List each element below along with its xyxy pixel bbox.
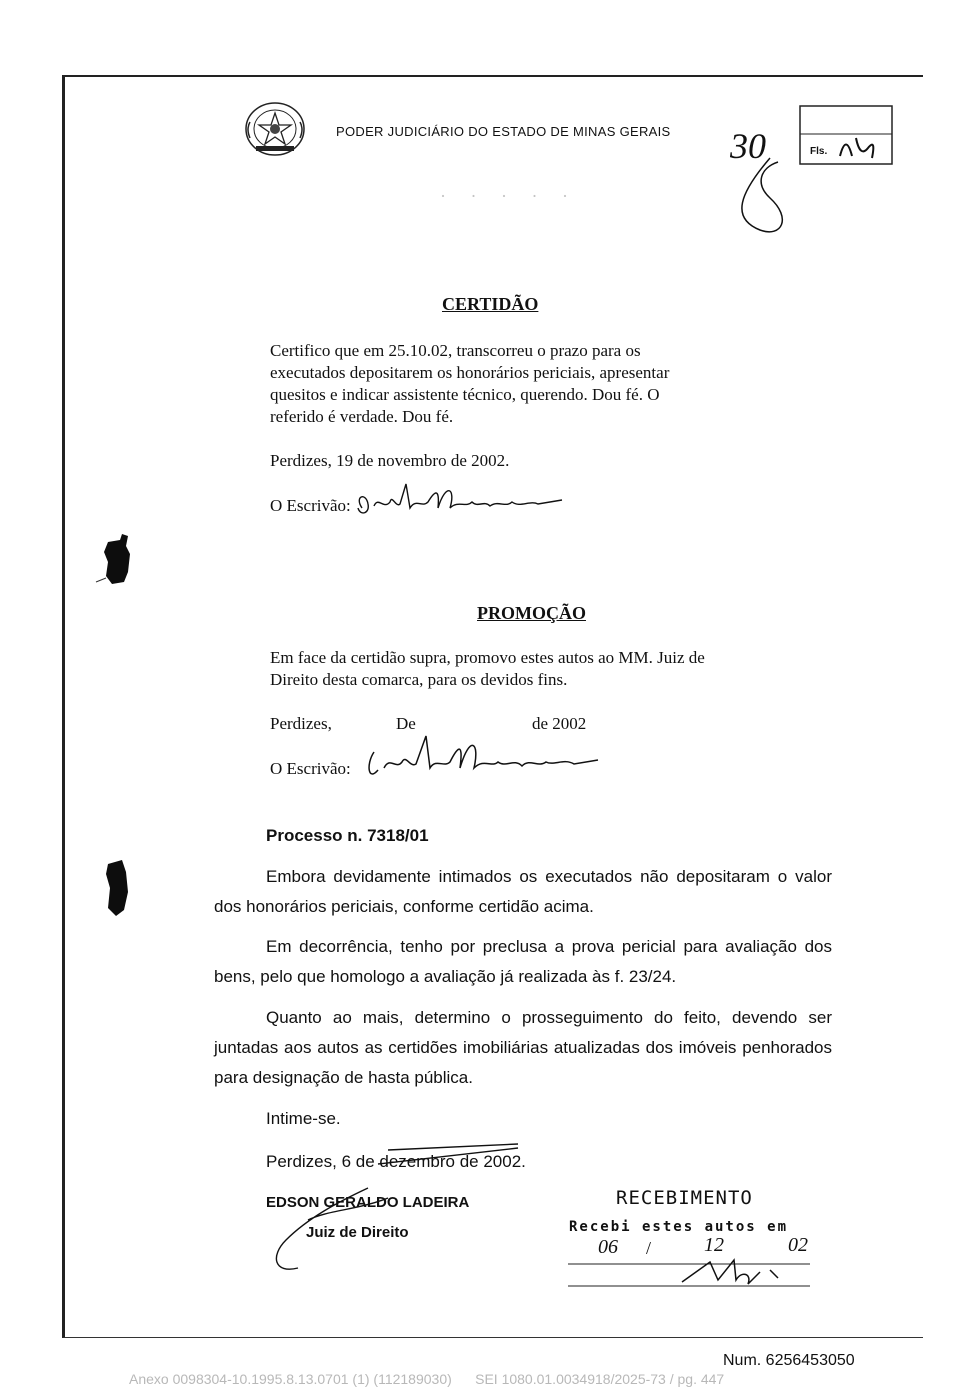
certidao-body <box>270 340 669 428</box>
document-number: Num. 6256453050 <box>723 1352 855 1369</box>
promocao-year: de 2002 <box>532 714 587 733</box>
recebimento-day: 06 <box>598 1236 618 1258</box>
promocao-body <box>270 647 705 691</box>
promocao-clerk-label: O Escrivão: <box>270 759 351 778</box>
process-number: Processo n. 7318/01 <box>266 826 429 845</box>
promocao-title: PROMOÇÃO <box>477 603 586 623</box>
stamp-page-number: 30 <box>730 126 766 166</box>
certidao-line: Certifico que em 25.10.02, transcorreu o prazo para os <box>270 341 641 360</box>
decision-paragraph-3: Quanto ao mais, determino o prosseguimento do feito, devendo ser juntadas aos autos as certidões imobiliárias atualizadas dos imóveis penhorados para designação de hasta pública. <box>214 1008 832 1087</box>
promocao-line: Em face da certidão supra, promovo estes autos ao MM. Juiz de <box>270 648 705 667</box>
decision-paragraph-1: Embora devidamente intimados os executados não depositaram o valor dos honorários periciais, conforme certidão acima. <box>214 867 832 916</box>
promocao-place: Perdizes, <box>270 714 332 733</box>
stamp-label: Fls. <box>810 146 828 157</box>
judge-signature <box>268 1140 538 1285</box>
promocao-line: Direito desta comarca, para os devidos fins. <box>270 670 568 689</box>
decision-paragraph-2: Em decorrência, tenho por preclusa a prova pericial para avaliação dos bens, pelo que homologo a avaliação já realizada às f. 23/24. <box>214 937 832 986</box>
certidao-line: referido é verdade. Dou fé. <box>270 407 454 426</box>
footer-text: Anexo 0098304-10.1995.8.13.0701 (1) (112189030) SEI 1080.01.0034918/2025-73 / pg. 447 <box>129 1371 725 1387</box>
ink-blot <box>92 522 142 592</box>
coat-of-arms-icon <box>244 100 306 158</box>
promocao-de: De <box>396 714 416 733</box>
recebimento-lines <box>560 1250 820 1296</box>
intime: Intime-se. <box>266 1109 341 1128</box>
recebimento-month: 12 <box>704 1234 724 1256</box>
scan-noise: · · · · · <box>440 186 578 206</box>
certidao-clerk-label: O Escrivão: <box>270 496 351 515</box>
clerk-signature-1 <box>352 478 570 524</box>
judge-name: EDSON GERALDO LADEIRA <box>266 1194 470 1211</box>
recebimento-title: RECEBIMENTO <box>616 1187 753 1209</box>
recebimento-line: Recebi estes autos em <box>569 1219 789 1235</box>
certidao-line: executados depositarem os honorários periciais, apresentar <box>270 363 670 382</box>
clerk-signature-2 <box>360 730 605 786</box>
recebimento-year: 02 <box>788 1234 808 1256</box>
date-separator: / <box>646 1238 652 1258</box>
ink-blot <box>96 858 140 920</box>
page-stamp <box>700 98 900 243</box>
decision-place-date: Perdizes, 6 de dezembro de 2002. <box>266 1152 526 1171</box>
certidao-line: quesitos e indicar assistente técnico, querendo. Dou fé. O <box>270 385 660 404</box>
certidao-title: CERTIDÃO <box>442 294 539 314</box>
certidao-place-date: Perdizes, 19 de novembro de 2002. <box>270 451 510 470</box>
judge-title: Juiz de Direito <box>306 1224 409 1241</box>
court-title: PODER JUDICIÁRIO DO ESTADO DE MINAS GERAIS <box>336 124 671 139</box>
